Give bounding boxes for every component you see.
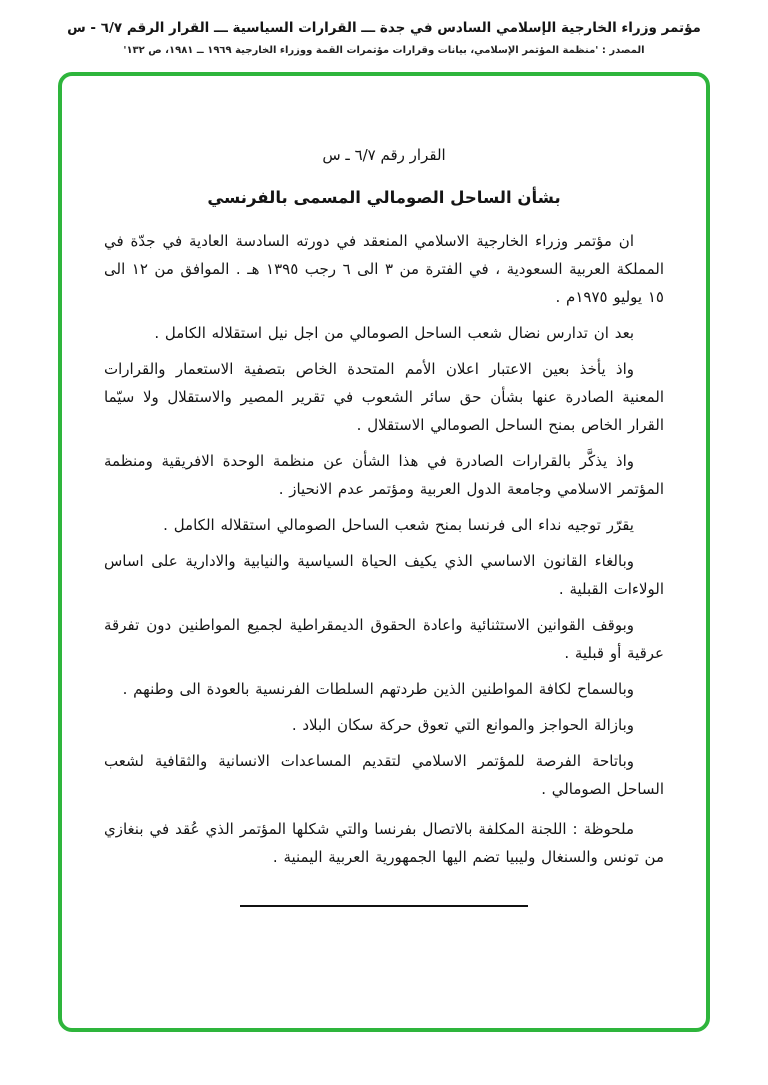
end-divider-line (240, 905, 528, 907)
paragraph-allow-return: وبالسماح لكافة المواطنين الذين طردتهم السلطات الفرنسية بالعودة الى وطنهم . (122, 680, 634, 698)
paragraph-recalling-resolutions: واذ يذكَّر بالقرارات الصادرة في هذا الشأن عن منظمة الوحدة الافريقية ومنظمة المؤتمر الاسلامي وجامعة الدول العربية ومؤتمر عدم الانحياز . (104, 452, 664, 498)
paragraph-un-declaration: واذ يأخذ بعين الاعتبار اعلان الأمم المتحدة الخاص بتصفية الاستعمار والقرارات المعنية الصادرة عنها بشأن حق سائر الشعوب في تقرير المصير والاستقلال ولا سيّما القرار الخاص بمنح الساحل الصومالي الاستقلال . (104, 360, 664, 434)
paragraph-considering-struggle: بعد ان تدارس نضال شعب الساحل الصومالي من اجل نيل استقلاله الكامل . (154, 324, 634, 342)
paragraph-stop-exceptional-laws: وبوقف القوانين الاستثنائية واعادة الحقوق الديمقراطية لجميع المواطنين دون تفرقة عرقية أو قبلية . (104, 616, 664, 662)
header-source-line: المصدر : 'منظمة المؤتمر الإسلامي، بيانات وقرارات مؤتمرات القمة ووزراء الخارجية ١٩٦٩ ــ ١٩٨١، ص ١٣٢' (123, 45, 645, 56)
paragraph-abolish-basic-law: وبالغاء القانون الاساسي الذي يكيف الحياة السياسية والنيابية والادارية على اساس الولاءات القبلية . (104, 552, 664, 598)
green-border-frame (58, 72, 710, 1032)
paragraph-decides-appeal: يقرّر توجيه نداء الى فرنسا بمنح شعب الساحل الصومالي استقلاله الكامل . (163, 516, 634, 534)
header-title: مؤتمر وزراء الخارجية الإسلامي السادس في جدة ـــ القرارات السياسية ـــ القرار الرقم ٦/٧ - س (67, 20, 701, 36)
paragraph-remove-barriers: وبازالة الحواجز والموانع التي تعوق حركة سكان البلاد . (291, 716, 634, 734)
decision-number: القرار رقم ٦/٧ ـ س (322, 146, 446, 164)
paragraph-allow-assistance: وباتاحة الفرصة للمؤتمر الاسلامي لتقديم المساعدات الانسانية والثقافية لشعب الساحل الصومالي . (104, 752, 664, 798)
paragraph-preamble: ان مؤتمر وزراء الخارجية الاسلامي المنعقد في دورته السادسة العادية في جدّة في المملكة العربية السعودية ، في الفترة من ٣ الى ٦ رجب ١٣٩٥ هـ . الموافق من ١٢ الى ١٥ يوليو ١٩٧٥م . (104, 232, 664, 306)
paragraph-note: ملحوظة : اللجنة المكلفة بالاتصال بفرنسا والتي شكلها المؤتمر الذي عُقد في بنغازي من تونس والسنغال وليبيا تضم اليها الجمهورية العربية اليمنية . (104, 820, 664, 866)
document-header (0, 0, 768, 56)
decision-subject: بشأن الساحل الصومالي المسمى بالفرنسي (207, 188, 561, 207)
